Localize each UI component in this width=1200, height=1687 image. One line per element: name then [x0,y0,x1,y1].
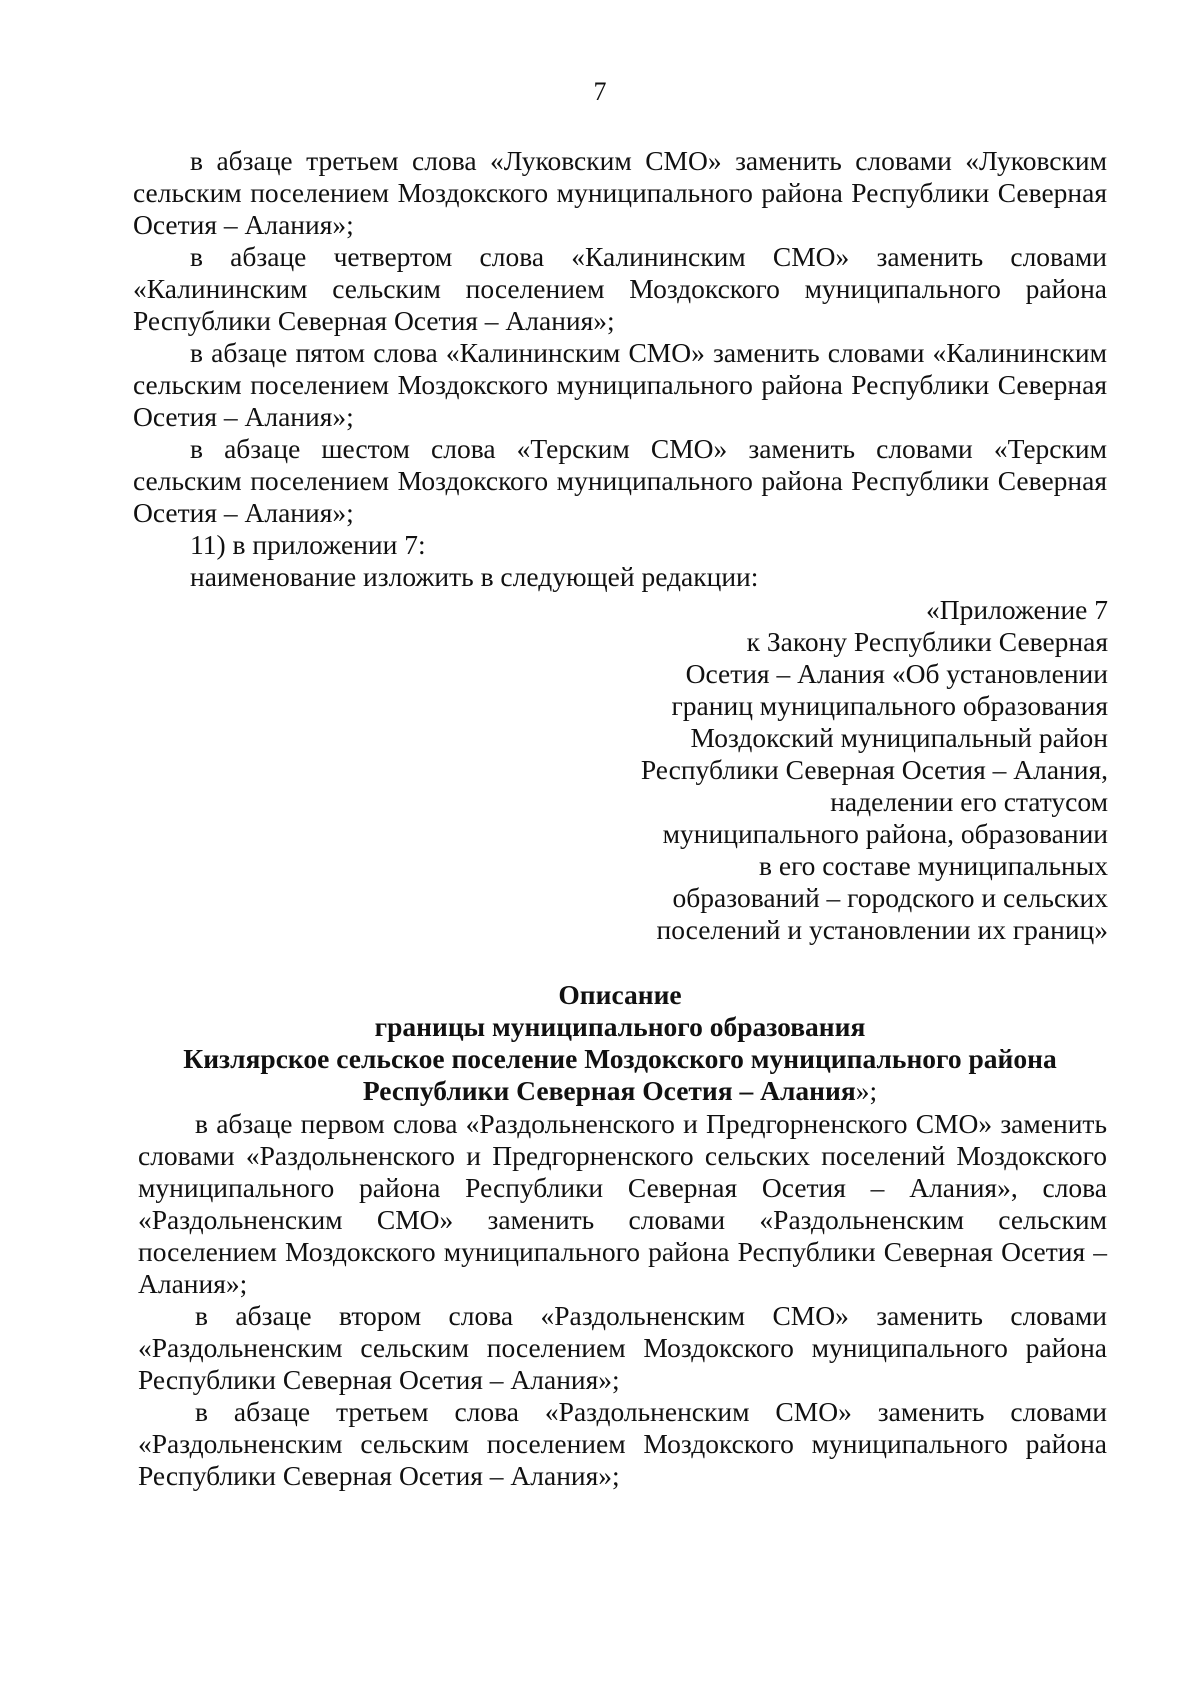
annex-line: к Закону Республики Северная [746,626,1108,657]
annex-line: муниципального района, образовании [662,818,1108,849]
annex-caption [560,594,1108,946]
heading-title: Описание [558,979,682,1010]
annex-line: Моздокский муниципальный район [690,722,1108,753]
amendments-top [133,145,1107,593]
annex-line: образований – городского и сельских [672,882,1108,913]
description-heading [133,979,1107,1107]
annex-line: в его составе муниципальных [759,850,1108,881]
annex-line: Осетия – Алания «Об установлении [685,658,1108,689]
heading-line: Кизлярское сельское поселение Моздокского муниципального района [183,1043,1057,1074]
paragraph-third-bottom: в абзаце третьем слова «Раздольненским СМО» заменить словами «Раздольненским сельским поселением Моздокского муниципального района Республики Северная Осетия – Алания»; [138,1396,1107,1491]
annex-line: поселений и установлении их границ» [656,914,1108,945]
paragraph-first: в абзаце первом слова «Раздольненского и Предгорненского СМО» заменить словами «Раздольненского и Предгорненского сельских поселений Моздокского муниципального района Республики Северная Осетия – Алания», слова «Раздольненским СМО» заменить словами «Раздольненским сельским поселением Моздокского муниципального района Республики Северная Осетия – Алания»; [138,1108,1107,1299]
item-11-name-note: наименование изложить в следующей редакции: [190,561,759,592]
heading-line-last [133,1075,1107,1107]
amendments-bottom [138,1108,1107,1492]
paragraph-fourth: в абзаце четвертом слова «Калининским СМО» заменить словами «Калининским сельским поселением Моздокского муниципального района Республики Северная Осетия – Алания»; [133,241,1107,336]
heading-line-text: Республики Северная Осетия – Алания [362,1075,856,1106]
annex-line: «Приложение 7 [926,594,1108,625]
paragraph-second: в абзаце втором слова «Раздольненским СМО» заменить словами «Раздольненским сельским поселением Моздокского муниципального района Республики Северная Осетия – Алания»; [138,1300,1107,1395]
paragraph-sixth: в абзаце шестом слова «Терским СМО» заменить словами «Терским сельским поселением Моздокского муниципального района Республики Северная Осетия – Алания»; [133,433,1107,528]
item-11: 11) в приложении 7: [190,529,426,560]
paragraph-third: в абзаце третьем слова «Луковским СМО» заменить словами «Луковским сельским поселением Моздокского муниципального района Республики Северная Осетия – Алания»; [133,145,1107,240]
heading-closing-quote: »; [855,1075,878,1106]
page-number: 7 [593,77,607,106]
annex-line: наделении его статусом [830,786,1108,817]
paragraph-fifth: в абзаце пятом слова «Калининским СМО» заменить словами «Калининским сельским поселением Моздокского муниципального района Республики Северная Осетия – Алания»; [133,337,1107,432]
heading-line: границы муниципального образования [374,1011,866,1042]
annex-line: границ муниципального образования [671,690,1108,721]
annex-line: Республики Северная Осетия – Алания, [640,754,1108,785]
